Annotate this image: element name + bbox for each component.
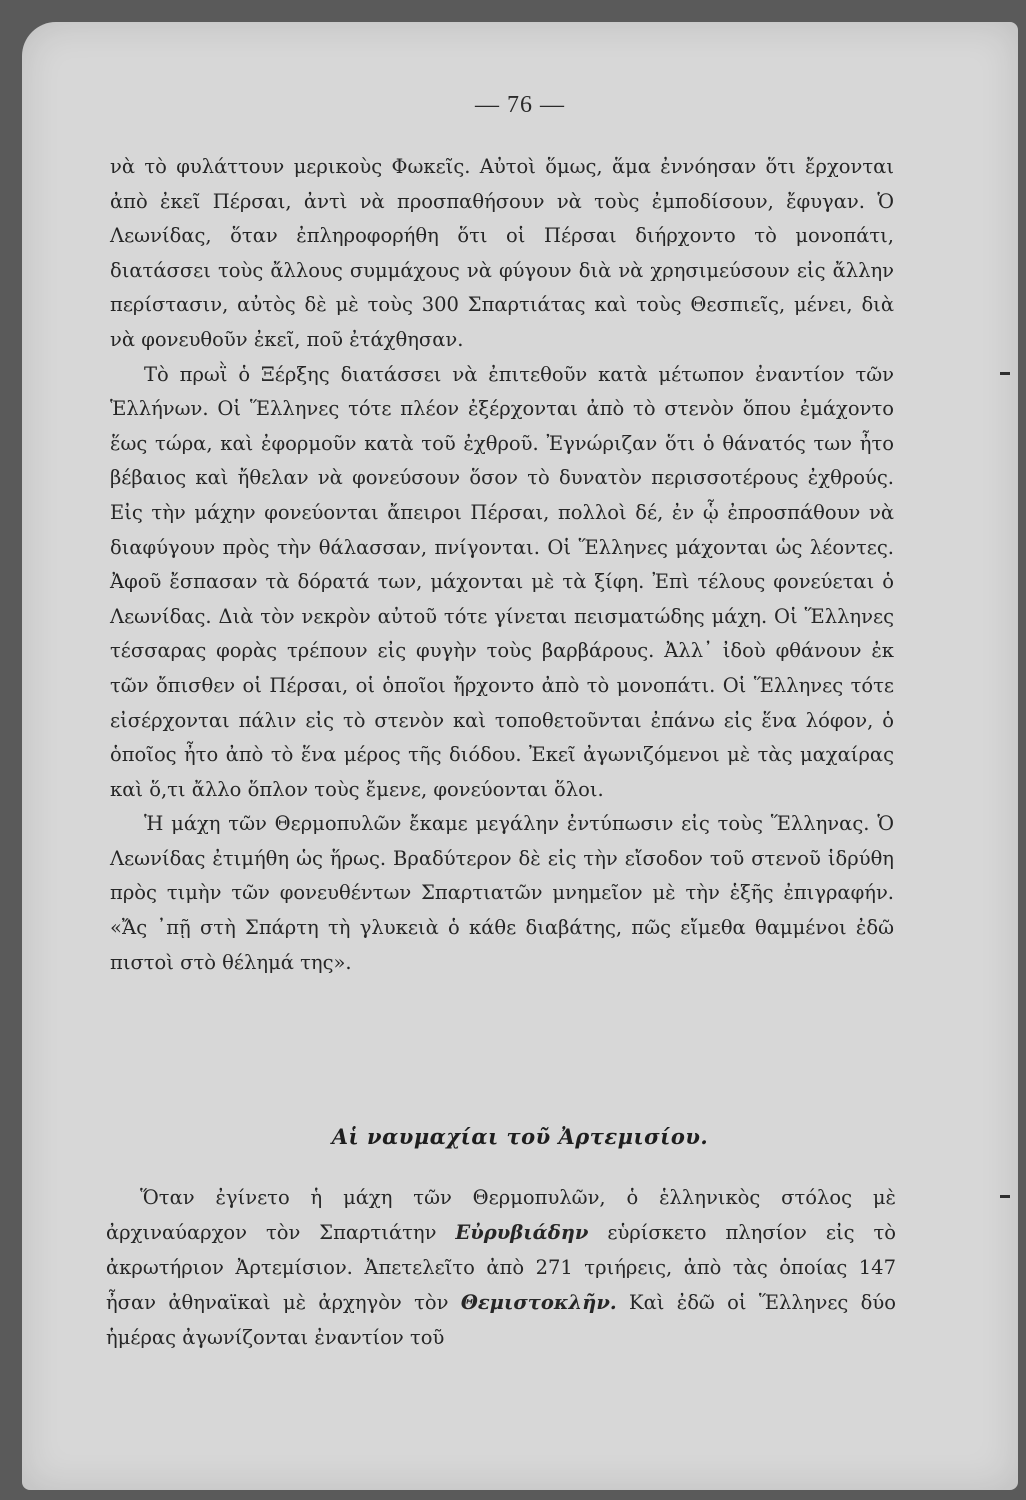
page-number: — 76 — — [475, 92, 565, 118]
section-heading: Αἱ ναυμαχίαι τοῦ Ἀρτεμισίου. — [331, 1124, 709, 1149]
emphasized-name: Θεμιστοκλῆν. — [460, 1291, 617, 1314]
paragraph: νὰ τὸ φυλάττουν μερικοὺς Φωκεῖς. Αὐτοὶ ὅμως, ἅμα ἐννόησαν ὅτι ἔρχονται ἀπὸ ἐκεῖ Πέρσαι, ἀντὶ νὰ προσπαθήσουν νὰ τοὺς ἐμποδίσουν, ἔφυγαν. Ὁ Λεωνίδας, ὅταν ἐπληροφορήθη ὅτι οἱ Πέρσαι διήρχοντο τὸ μονοπάτι, διατάσσει τοὺς ἄλλους συμμάχους νὰ φύγουν διὰ νὰ χρησιμεύσουν εἰς ἄλλην περίστασιν, αὐτὸς δὲ μὲ τοὺς 300 Σπαρτιάτας καὶ τοὺς Θεσπιεῖς, μένει, διὰ νὰ φονευθοῦν ἐκεῖ, ποῦ ἐτάχθησαν. — [110, 155, 894, 351]
emphasized-name: Εὐρυβιάδην — [455, 1221, 589, 1244]
book-page — [22, 22, 1018, 1490]
section-text-block — [106, 1180, 896, 1355]
paragraph: Τὸ πρωῒ ὁ Ξέρξης διατάσσει νὰ ἐπιτεθοῦν κατὰ μέτωπον ἐναντίον τῶν Ἑλλήνων. Οἱ Ἕλληνες τότε πλέον ἐξέρχονται ἀπὸ τὸ στενὸν ὅπου ἐμάχοντο ἕως τώρα, καὶ ἐφορμοῦν κατὰ τοῦ ἐχθροῦ. Ἐγνώριζαν ὅτι ὁ θάνατός των ἦτο βέβαιος καὶ ἤθελαν νὰ φονεύσουν ὅσον τὸ δυνατὸν περισσοτέρους ἐχθρούς. Εἰς τὴν μάχην φονεύονται ἄπειροι Πέρσαι, πολλοὶ δέ, ἐν ᾧ ἐπροσπάθουν νὰ διαφύγουν πρὸς τὴν θάλασσαν, πνίγονται. Οἱ Ἕλληνες μάχονται ὡς λέοντες. Ἀφοῦ ἔσπασαν τὰ δόρατά των, μάχονται μὲ τὰ ξίφη. Ἐπὶ τέλους φονεύεται ὁ Λεωνίδας. Διὰ τὸν νεκρὸν αὐτοῦ τότε γίνεται πεισματώδης μάχη. Οἱ Ἕλληνες τέσσαρας φορὰς τρέπουν εἰς φυγὴν τοὺς βαρβάρους. Ἀλλ᾽ ἰδοὺ φθάνουν ἐκ τῶν ὄπισθεν οἱ Πέρσαι, οἱ ὁποῖοι ἤρχοντο ἀπὸ τὸ μονοπάτι. Οἱ Ἕλληνες τότε εἰσέρχονται πάλιν εἰς τὸ στενὸν καὶ τοποθετοῦνται ἐπάνω εἰς ἕνα λόφον, ὁ ὁποῖος ἦτο ἀπὸ τὸ ἕνα μέρος τῆς διόδου. Ἐκεῖ ἀγωνιζόμενοι μὲ τὰς μαχαίρας καὶ ὅ,τι ἄλλο ὅπλον τοὺς ἔμενε, φονεύονται ὅλοι. — [110, 362, 894, 801]
main-text-block — [110, 150, 894, 980]
paragraph — [106, 1180, 896, 1355]
text-run: εὑρίσκετο πλησίον εἰς τὸ ἀκρωτήριον Ἀρτεμίσιον. Ἀπετελεῖτο ἀπὸ 271 τριήρεις, ἀπὸ τὰς ὁποίας 147 ἦσαν ἀθηναϊκαὶ μὲ ἀρχηγὸν τὸν — [106, 1221, 896, 1314]
margin-mark — [1000, 372, 1010, 375]
text-run: Καὶ ἐδῶ οἱ Ἕλληνες δύο ἡμέρας ἀγωνίζονται ἐναντίον τοῦ — [106, 1291, 897, 1349]
text-run: Ὅταν ἐγίνετο ἡ μάχη τῶν Θερμοπυλῶν, ὁ ἑλληνικὸς στόλος μὲ ἀρχιναύαρχον τὸν Σπαρτιάτην — [106, 1186, 896, 1244]
paragraph: Ἡ μάχη τῶν Θερμοπυλῶν ἔκαμε μεγάλην ἐντύπωσιν εἰς τοὺς Ἕλληνας. Ὁ Λεωνίδας ἐτιμήθη ὡς ἥρως. Βραδύτερον δὲ εἰς τὴν εἴσοδον τοῦ στενοῦ ἱδρύθη πρὸς τιμὴν τῶν φονευθέντων Σπαρτιατῶν μνημεῖον μὲ τὴν ἑξῆς ἐπιγραφήν. «Ἄς ᾽πῇ στὴ Σπάρτη τὴ γλυκειὰ ὁ κάθε διαβάτης, πῶς εἴμεθα θαμμένοι ἐδῶ πιστοὶ στὸ θέλημά της». — [110, 812, 894, 974]
margin-mark — [1000, 1195, 1010, 1198]
